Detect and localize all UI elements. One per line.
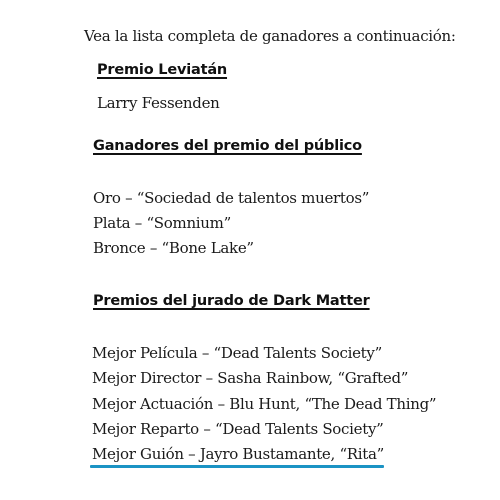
heading-premio-publico: Ganadores del premio del público <box>93 138 362 154</box>
heading-premio-leviatan: Premio Leviatán <box>97 62 228 78</box>
award-mejor-reparto: Mejor Reparto – “Dead Talents Society” <box>92 420 384 438</box>
award-mejor-director: Mejor Director – Sasha Rainbow, “Grafted” <box>92 369 409 387</box>
winner-oro: Oro – “Sociedad de talentos muertos” <box>93 189 370 207</box>
award-mejor-actuacion: Mejor Actuación – Blu Hunt, “The Dead Thing” <box>92 395 437 413</box>
award-mejor-guion: Mejor Guión – Jayro Bustamante, “Rita” <box>92 445 385 463</box>
winner-leviatan: Larry Fessenden <box>97 94 220 112</box>
winner-plata: Plata – “Somnium” <box>93 214 231 232</box>
heading-jurado-dark-matter: Premios del jurado de Dark Matter <box>93 293 370 309</box>
accent-underline-bar <box>90 465 384 468</box>
winner-bronce: Bronce – “Bone Lake” <box>93 239 254 257</box>
intro-text: Vea la lista completa de ganadores a continuación: <box>84 27 456 45</box>
award-mejor-pelicula: Mejor Película – “Dead Talents Society” <box>92 344 382 362</box>
